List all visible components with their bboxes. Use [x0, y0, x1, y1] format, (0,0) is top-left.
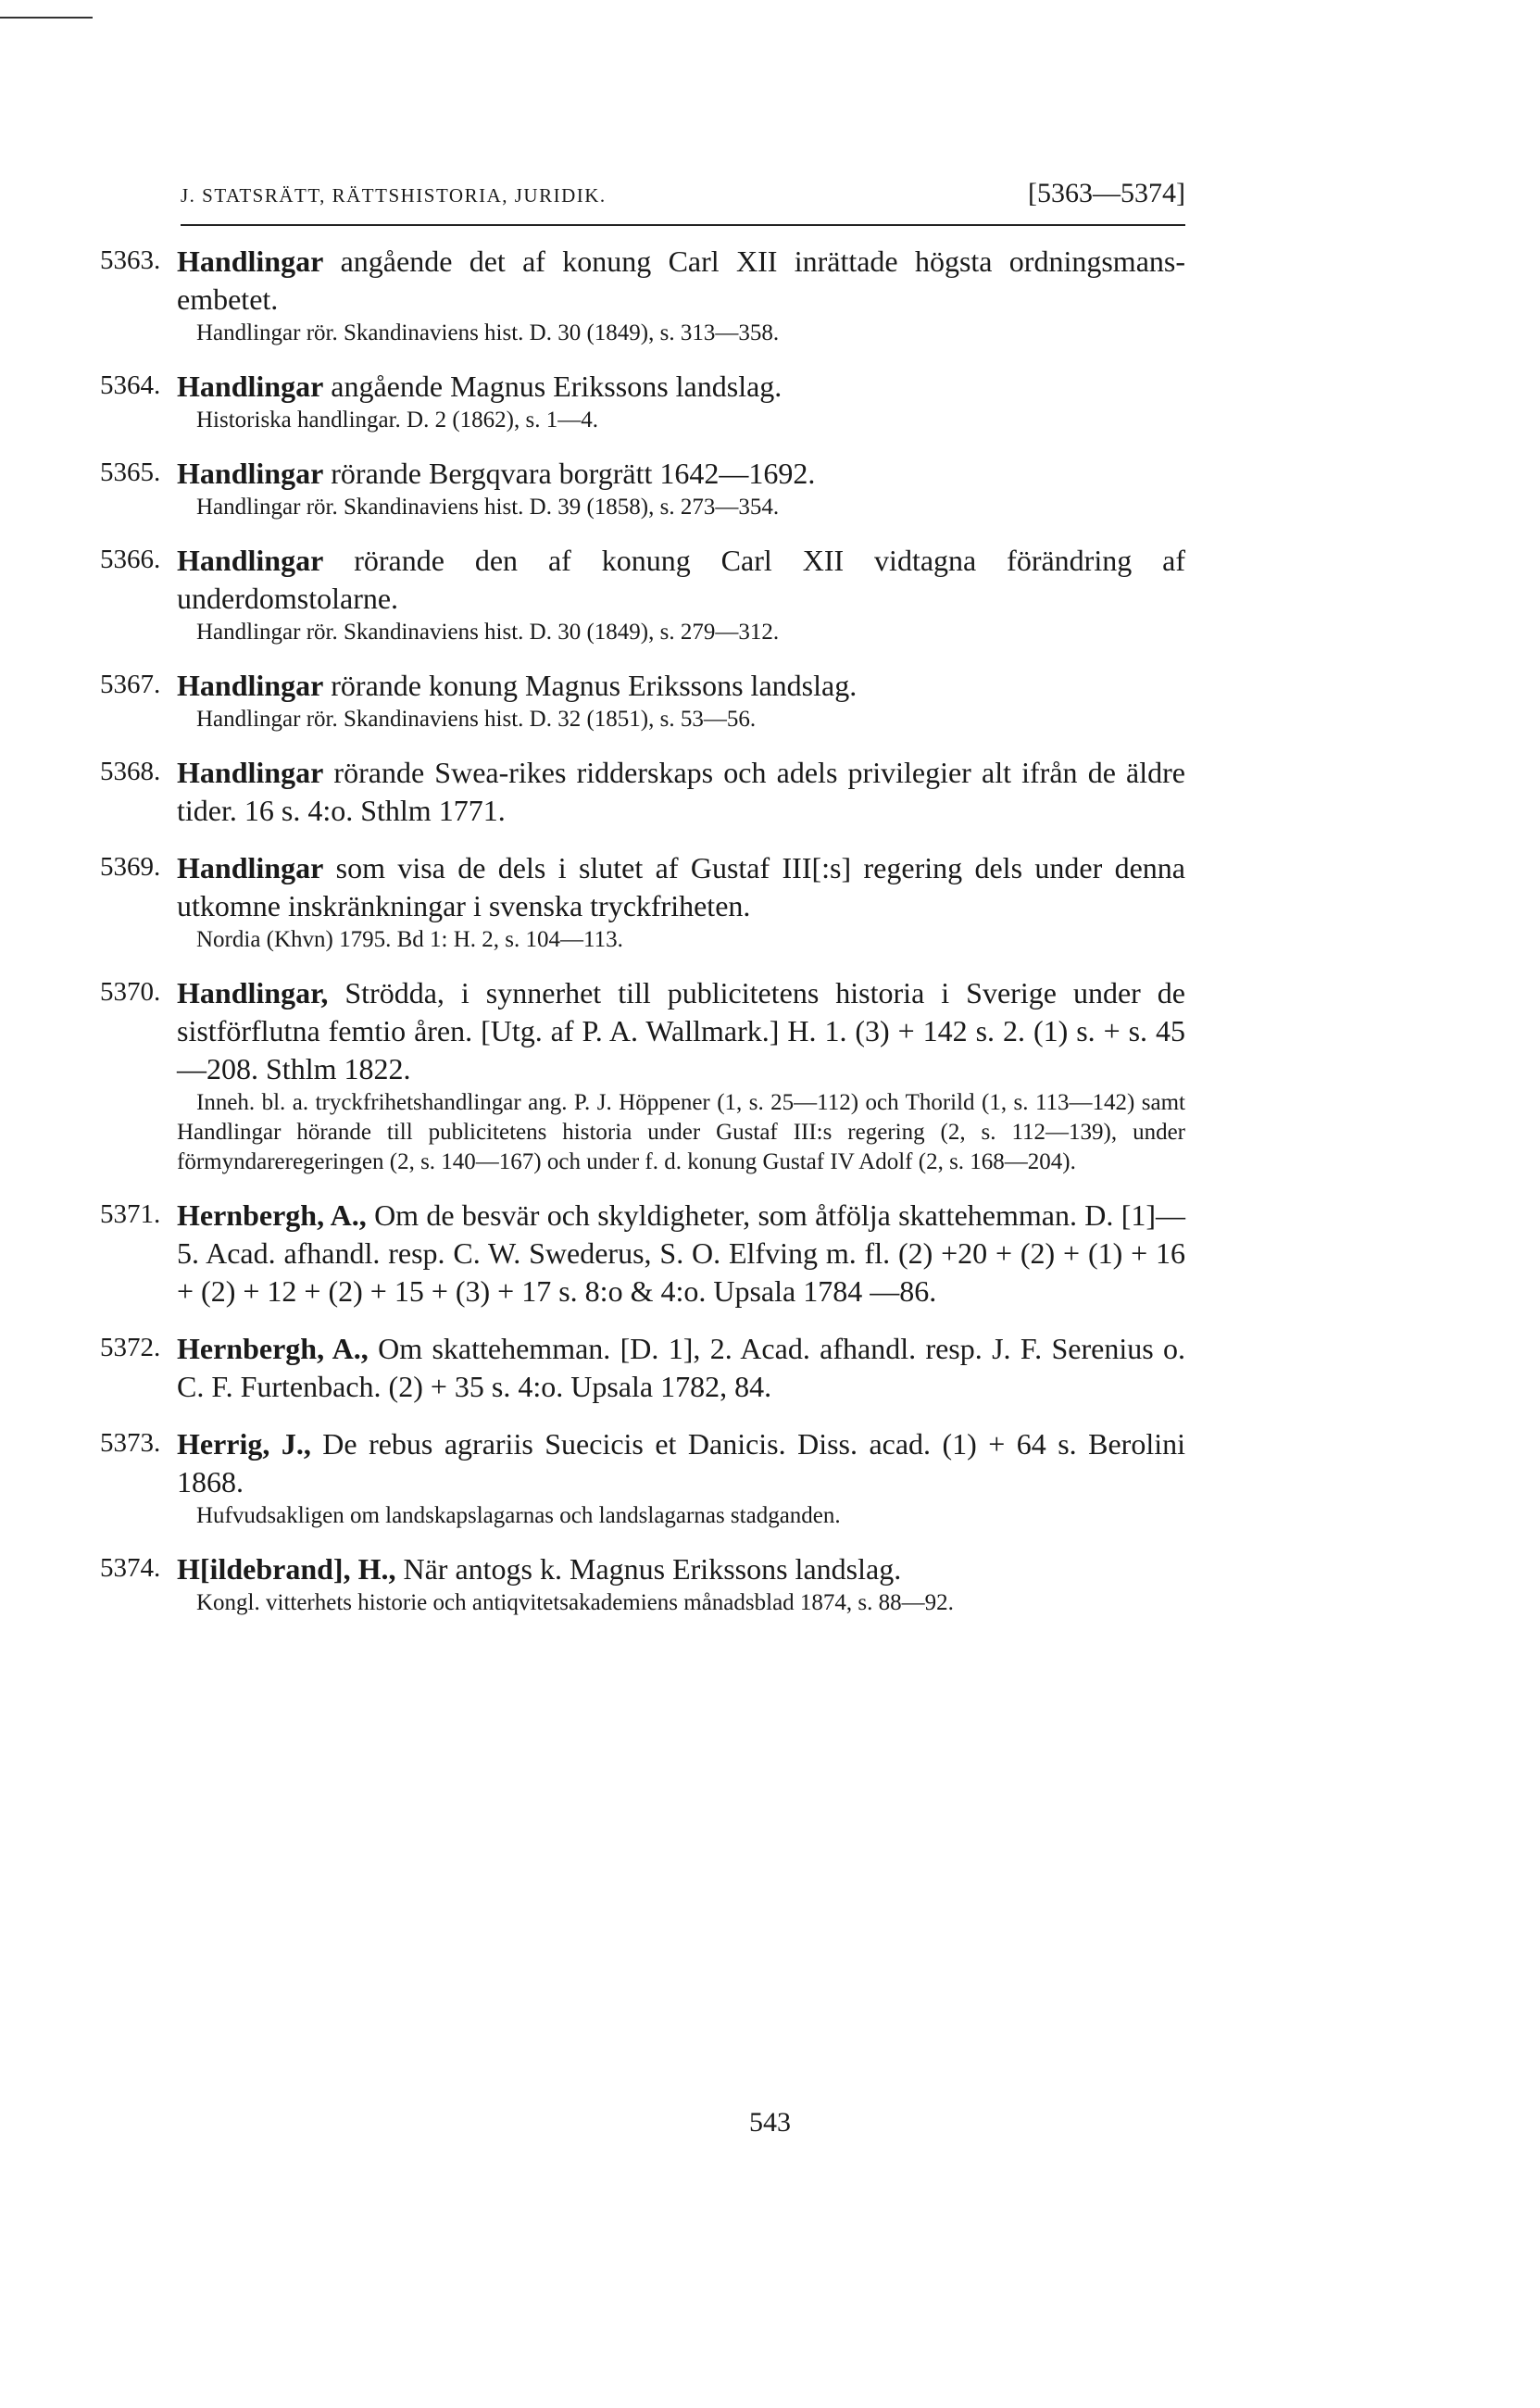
entry-number: 5368.	[100, 757, 161, 786]
bibliography-entries	[100, 243, 1185, 1637]
entry-title: som visa de dels i slutet af Gustaf III[:s] regering dels under denna utkomne inskränkningar i svenska tryckfriheten.	[177, 851, 1186, 922]
entry-title-line	[177, 542, 1185, 618]
entry-title: När antogs k. Magnus Erikssons landslag.	[403, 1552, 902, 1586]
entry-number: 5366.	[100, 545, 161, 574]
entry-author: Handlingar	[177, 756, 324, 789]
entry-author: Handlingar	[177, 457, 324, 490]
entry-title: Strödda, i synnerhet till publicitetens historia i Sverige under de sistförflutna femtio åren. [Utg. af P. A. Wallmark.] H. 1. (3) + 142 s. 2. (1) s. + s. 45—208. Sthlm 1822.	[177, 976, 1186, 1085]
entry-number: 5372.	[100, 1333, 161, 1362]
entry-number: 5370.	[100, 977, 161, 1007]
entry-5364	[100, 368, 1185, 435]
entry-source: Nordia (Khvn) 1795. Bd 1: H. 2, s. 104—113.	[196, 927, 623, 952]
entry-title: rörande konung Magnus Erikssons landslag.	[331, 669, 858, 702]
entry-5367	[100, 667, 1185, 734]
entry-title-line	[177, 1197, 1185, 1311]
entry-title: De rebus agrariis Suecicis et Danicis. Diss. acad. (1) + 64 s. Berolini 1868.	[177, 1427, 1185, 1499]
entry-author: Hernbergh, A.,	[177, 1198, 367, 1232]
entry-5373	[100, 1425, 1185, 1531]
entry-title-line	[177, 667, 1185, 705]
entry-title-line	[177, 1425, 1185, 1501]
running-header	[181, 178, 1185, 226]
entry-5374	[100, 1550, 1185, 1618]
entry-title: rörande Bergqvara borgrätt 1642—1692.	[331, 457, 816, 490]
entry-5365	[100, 455, 1185, 522]
entry-source: Handlingar rör. Skandinaviens hist. D. 39 (1858), s. 273—354.	[196, 495, 780, 520]
entry-number: 5367.	[100, 670, 161, 699]
entry-5363	[100, 243, 1185, 348]
entry-title: rörande Swea-rikes ridderskaps och adels privilegier alt ifrån de äldre tider. 16 s. 4:o. Sthlm 1771.	[177, 756, 1186, 827]
entry-title: Om skattehemman. [D. 1], 2. Acad. afhandl. resp. J. F. Serenius o. C. F. Furtenbach. (2) + 35 s. 4:o. Upsala 1782, 84.	[177, 1332, 1186, 1403]
entry-source: Handlingar rör. Skandinaviens hist. D. 30 (1849), s. 279—312.	[196, 620, 780, 645]
entry-number: 5364.	[100, 370, 161, 400]
entry-title-line	[177, 754, 1185, 830]
entry-author: Handlingar	[177, 370, 324, 403]
entry-author: Handlingar	[177, 851, 324, 884]
entry-number: 5373.	[100, 1428, 161, 1458]
entry-source: Kongl. vitterhets historie och antiqvitetsakademiens månadsblad 1874, s. 88—92.	[196, 1590, 954, 1615]
entry-title-line	[177, 243, 1185, 319]
entry-5372	[100, 1330, 1185, 1406]
entry-5368	[100, 754, 1185, 830]
entry-number: 5363.	[100, 245, 161, 275]
entry-title-line	[177, 455, 1185, 493]
entry-author: Hernbergh, A.,	[177, 1332, 369, 1365]
entry-author: Handlingar	[177, 544, 324, 577]
entry-title: Om de besvär och skyldigheter, som åtfölja skattehemman. D. [1]—5. Acad. afhandl. resp. C. W. Swederus, S. O. Elfving m. fl. (2) +20 + (2) + (1) + 16 + (2) + 12 + (2) + 15 + (3) + 17 s. 8:o & 4:o. Upsala 1784 —86.	[177, 1198, 1186, 1308]
entry-author: Handlingar	[177, 245, 324, 278]
entry-title-line	[177, 1550, 1185, 1588]
entry-5369	[100, 849, 1185, 955]
entry-title-line	[177, 849, 1185, 925]
entry-note: Inneh. bl. a. tryckfrihetshandlingar ang. P. J. Höppener (1, s. 25—112) och Thorild (1, s. 113—142) samt Handlingar hörande till publicitetens historia under Gustaf III:s regering (2, s. 112—139), under förmyndareregeringen (2, s. 140—167) och under f. d. konung Gustaf IV Adolf (2, s. 168—204).	[177, 1090, 1185, 1174]
header-section-title: J. STATSRÄTT, RÄTTSHISTORIA, JURIDIK.	[181, 184, 607, 207]
entry-title: angående det af konung Carl XII inrättade högsta ordningsmans-embetet.	[177, 245, 1186, 316]
entry-author: Handlingar,	[177, 976, 329, 1010]
entry-number: 5369.	[100, 852, 161, 882]
top-rule	[0, 17, 93, 19]
page-number: 543	[749, 2107, 791, 2138]
entry-title: angående Magnus Erikssons landslag.	[331, 370, 783, 403]
header-entry-range: [5363—5374]	[1028, 178, 1185, 208]
entry-source: Handlingar rör. Skandinaviens hist. D. 30 (1849), s. 313—358.	[196, 320, 780, 345]
entry-title-line	[177, 974, 1185, 1088]
entry-source: Historiska handlingar. D. 2 (1862), s. 1—4.	[196, 408, 598, 433]
entry-5371	[100, 1197, 1185, 1311]
entry-5366	[100, 542, 1185, 647]
entry-number: 5365.	[100, 458, 161, 487]
entry-source: Handlingar rör. Skandinaviens hist. D. 32 (1851), s. 53—56.	[196, 707, 757, 732]
entry-note: Hufvudsakligen om landskapslagarnas och landslagarnas stadganden.	[196, 1503, 841, 1528]
entry-title-line	[177, 1330, 1185, 1406]
entry-author: Handlingar	[177, 669, 324, 702]
entry-5370	[100, 974, 1185, 1177]
entry-number: 5374.	[100, 1553, 161, 1583]
entry-author: H[ildebrand], H.,	[177, 1552, 396, 1586]
entry-title: rörande den af konung Carl XII vidtagna förändring af underdomstolarne.	[177, 544, 1186, 615]
entry-number: 5371.	[100, 1199, 161, 1229]
entry-author: Herrig, J.,	[177, 1427, 311, 1461]
entry-title-line	[177, 368, 1185, 406]
